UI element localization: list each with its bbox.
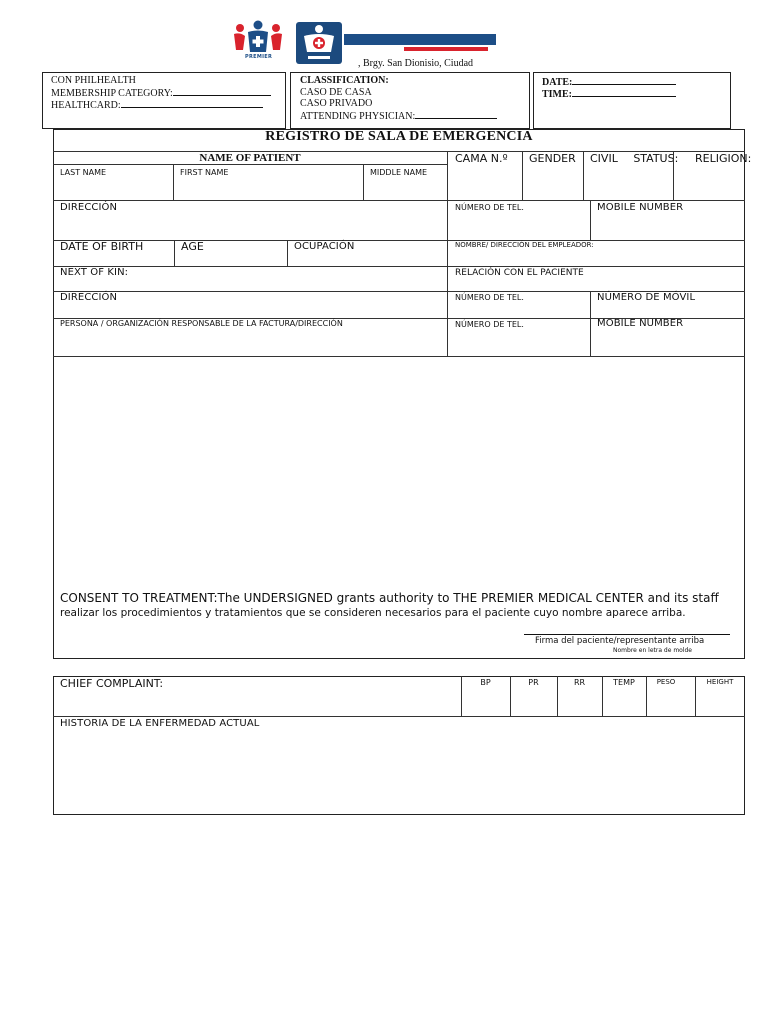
temp-label: TEMP <box>613 678 635 687</box>
healthcard-label: HEALTHCARD: <box>51 99 263 111</box>
form-title: REGISTRO DE SALA DE EMERGENCIA <box>265 129 533 144</box>
middle-name-field[interactable] <box>366 178 444 198</box>
bp-label: BP <box>480 678 491 687</box>
chief-complaint-label: CHIEF COMPLAINT: <box>60 677 164 690</box>
hospital-name-banner <box>344 34 496 45</box>
classification-label: CLASSIFICATION: <box>300 75 389 86</box>
consent-heading: CONSENT TO TREATMENT:The UNDERSIGNED grants authority to THE PREMIER MEDICAL CENTER and its staff <box>60 591 719 605</box>
membership-category-label: MEMBERSHIP CATEGORY: <box>51 87 271 99</box>
hospital-address: , Brgy. San Dionisio, Ciudad <box>358 58 474 69</box>
signature-line[interactable] <box>524 634 730 635</box>
time-field[interactable] <box>572 88 676 97</box>
history-label: HISTORIA DE LA ENFERMEDAD ACTUAL <box>60 718 260 729</box>
tel-no2-label: NÚMERO DE TEL. <box>455 293 524 302</box>
seal-logo <box>296 22 342 64</box>
relation-label: RELACIÓN CON EL PACIENTE <box>455 268 584 278</box>
first-name-label: FIRST NAME <box>180 168 229 177</box>
date-label: DATE: <box>542 76 676 88</box>
signature-label: Firma del paciente/representante arriba <box>535 636 705 646</box>
height-label: HEIGHT <box>706 678 734 686</box>
religion-label: RELIGION: <box>695 152 752 165</box>
premier-logo <box>231 20 285 62</box>
address-label: DIRECCIÓN <box>60 202 118 213</box>
caso-privado-option[interactable]: CASO PRIVADO <box>300 98 373 109</box>
logo-caption: PREMIER <box>245 54 273 60</box>
tel-no3-label: NÚMERO DE TEL. <box>455 320 524 329</box>
responsible-party-label: PERSONA / ORGANIZACIÓN RESPONSABLE DE LA FACTURA/DIRECCIÓN <box>60 319 343 328</box>
membership-category-field[interactable] <box>173 87 271 96</box>
healthcard-field[interactable] <box>121 99 263 108</box>
mobile-number-label: MOBILE NUMBER <box>597 202 684 213</box>
address2-label: DIRECCIÓN <box>60 292 118 303</box>
employer-label: NOMBRE/ DIRECCIÓN DEL EMPLEADOR: <box>455 241 594 249</box>
mobile-number3-label: MOBILE NUMBER <box>597 318 684 329</box>
history-field[interactable] <box>56 733 742 811</box>
mobile-no2-label: NÚMERO DE MÓVIL <box>597 292 696 303</box>
date-of-birth-label: DATE OF BIRTH <box>60 240 144 253</box>
caso-de-casa-option[interactable]: CASO DE CASA <box>300 87 372 98</box>
last-name-field[interactable] <box>56 178 170 198</box>
occupation-label: OCUPACIÓN <box>294 241 355 252</box>
civil-status-label: CIVIL STATUS: <box>590 152 679 165</box>
time-label: TIME: <box>542 88 676 100</box>
last-name-label: LAST NAME <box>60 168 107 177</box>
middle-name-label: MIDDLE NAME <box>370 168 428 177</box>
date-field[interactable] <box>572 76 676 85</box>
name-of-patient-heading: NAME OF PATIENT <box>199 152 301 164</box>
signature-sublabel: Nombre en letra de molde <box>613 647 692 654</box>
attending-physician-field[interactable] <box>415 110 497 119</box>
consent-body: realizar los procedimientos y tratamientos que se consideren necesarios para el paciente cuyo nombre aparece arriba. <box>60 607 686 619</box>
bed-no-label: CAMA N.º <box>455 152 508 165</box>
notes-area[interactable] <box>56 360 742 585</box>
next-of-kin-label: NEXT OF KIN: <box>60 267 129 278</box>
rr-label: RR <box>573 678 586 687</box>
age-label: AGE <box>181 240 204 253</box>
first-name-field[interactable] <box>176 178 360 198</box>
tel-no-label: NÚMERO DE TEL. <box>455 203 524 212</box>
philhealth-label: CON PHILHEALTH <box>51 75 136 86</box>
weight-label: PESO <box>656 678 676 686</box>
pr-label: PR <box>528 678 539 687</box>
hospital-subtitle-banner <box>404 47 488 51</box>
attending-physician-label: ATTENDING PHYSICIAN: <box>300 110 497 122</box>
gender-label: GENDER <box>529 152 576 165</box>
